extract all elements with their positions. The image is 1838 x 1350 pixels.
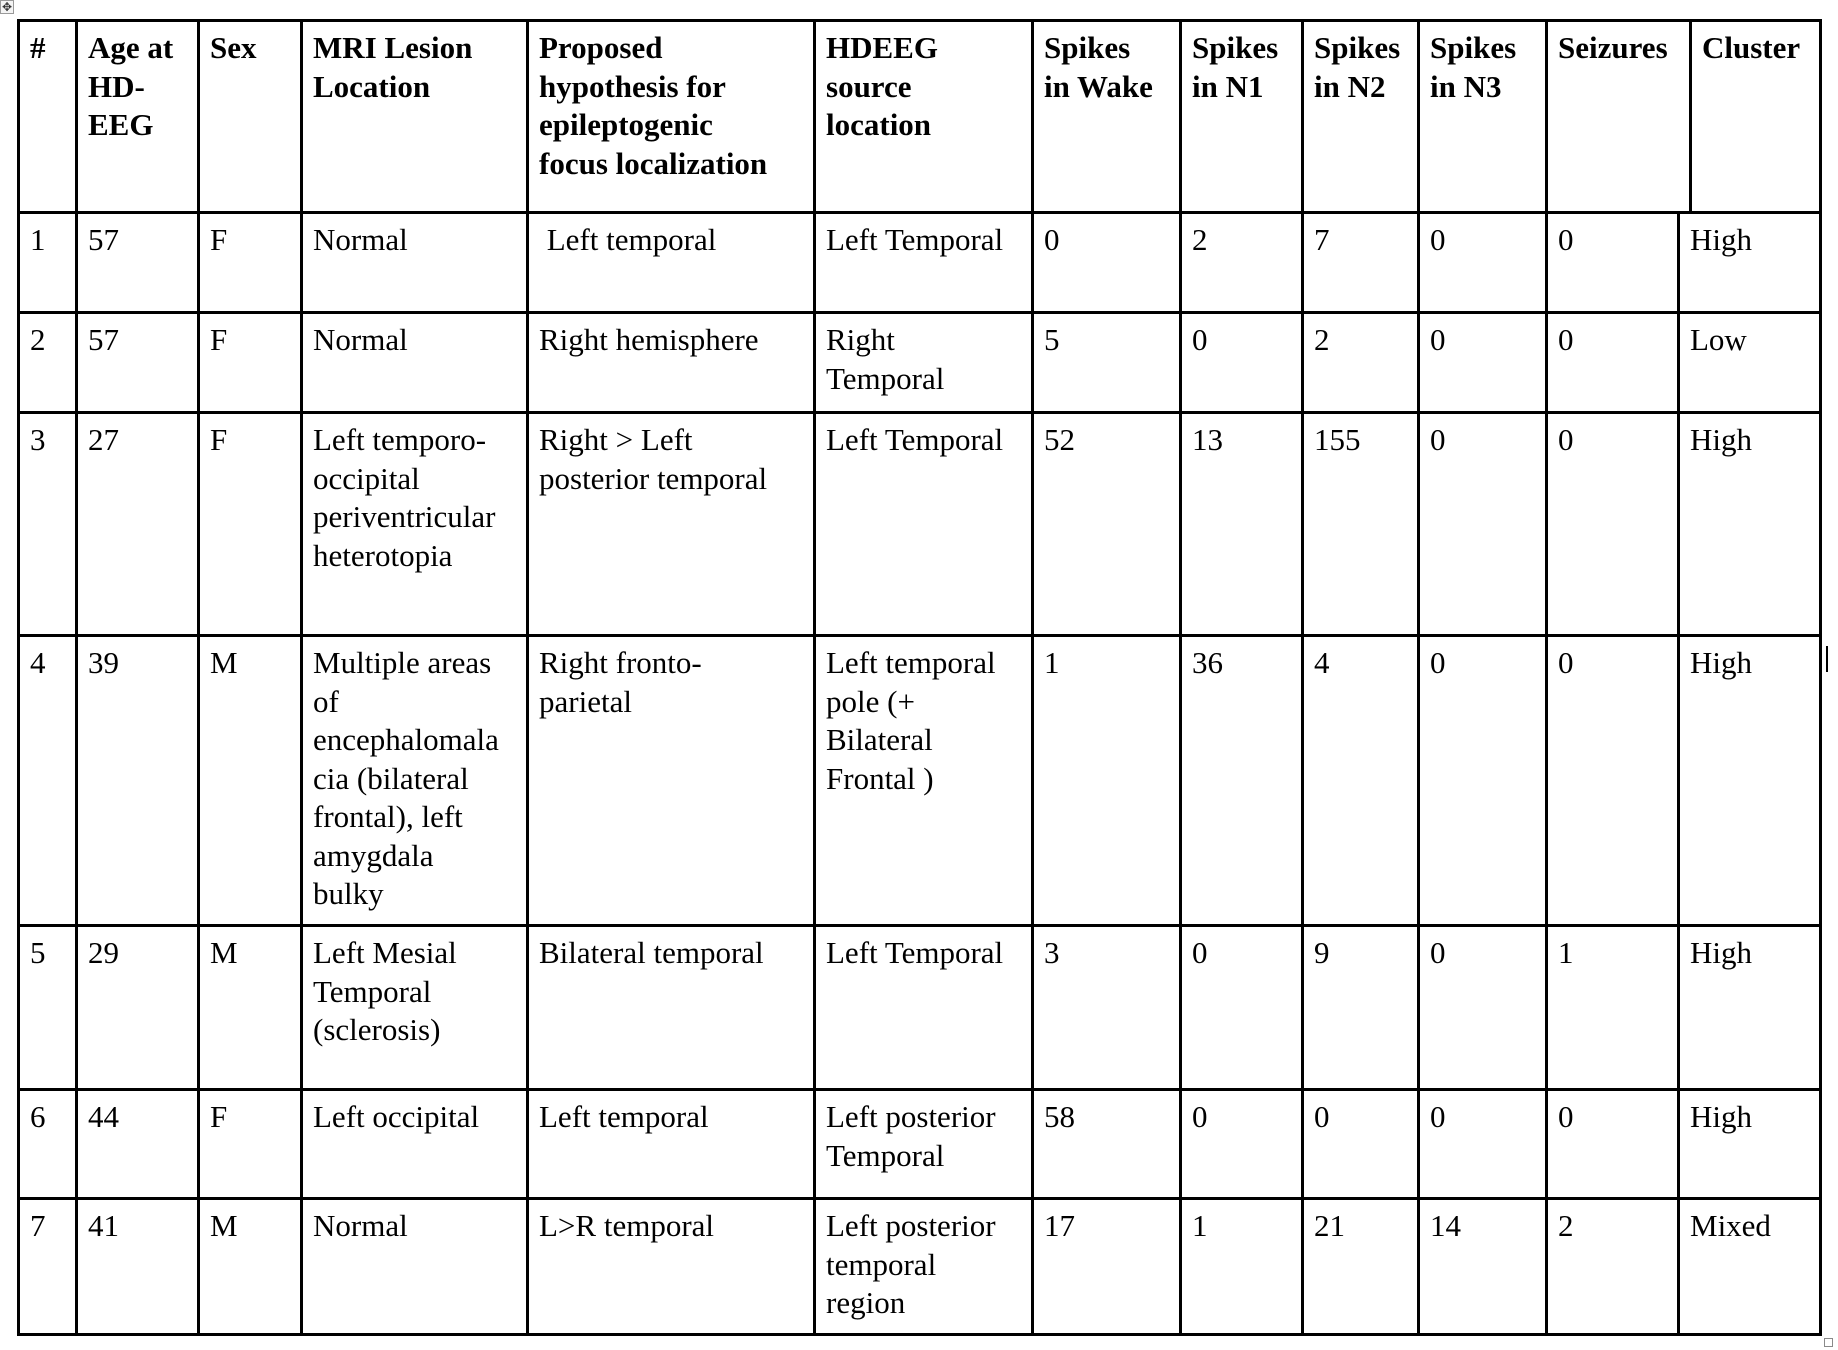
table-resize-handle-icon[interactable]	[1824, 1338, 1833, 1347]
cell-hdeeg-source	[813, 411, 1034, 634]
cell-proposed-hypothesis	[526, 634, 816, 924]
cell-text: 5	[1044, 322, 1060, 357]
cell-mri-lesion	[300, 924, 529, 1088]
cell-spikes-n2	[1301, 211, 1420, 311]
cell-spikes-n3	[1417, 311, 1548, 411]
table-row	[17, 634, 1822, 924]
cell-text: Left posterior	[826, 1099, 996, 1134]
row-divider	[17, 211, 1822, 214]
row-divider	[17, 1333, 1822, 1336]
cell-text: 0	[1430, 1099, 1446, 1134]
header-text: in Wake	[1044, 68, 1153, 104]
cell-spikes-n1	[1179, 411, 1304, 634]
cell-text: temporal	[826, 1246, 937, 1282]
cell-proposed-hypothesis	[526, 924, 816, 1088]
cell-text: 29	[88, 935, 119, 970]
cell-text: 0	[1192, 1099, 1208, 1134]
cell-text: High	[1690, 222, 1752, 257]
cell-spikes-wake	[1031, 311, 1182, 411]
cell-text: 3	[1044, 935, 1060, 970]
cell-text: occipital	[313, 460, 420, 496]
cell-cluster	[1677, 634, 1822, 924]
header-text: location	[826, 107, 932, 142]
cell-text: Multiple areas	[313, 645, 492, 680]
cell-hdeeg-source	[813, 1088, 1034, 1197]
cell-text: Left temporo-	[313, 422, 487, 457]
cell-text: 0	[1192, 322, 1208, 357]
cell-cluster	[1677, 211, 1822, 311]
cell-text: Mixed	[1690, 1208, 1771, 1243]
header-text: in N3	[1430, 68, 1502, 104]
cell-seizures	[1545, 1088, 1680, 1197]
cell-seizures	[1545, 311, 1680, 411]
cell-text: High	[1690, 935, 1752, 970]
cell-sex	[197, 924, 303, 1088]
header-text: Spikes	[1314, 30, 1401, 65]
cell-spikes-n1	[1179, 924, 1304, 1088]
header-cell-spikes-n1	[1179, 19, 1304, 211]
cell-mri-lesion	[300, 411, 529, 634]
row-divider	[17, 19, 1822, 22]
cell-text: 17	[1044, 1208, 1075, 1243]
cell-text: 0	[1044, 222, 1060, 257]
cell-text: Temporal	[826, 360, 945, 396]
cell-text: 2	[1192, 222, 1208, 257]
header-cell-cluster	[1689, 19, 1822, 211]
cell-text: Right fronto-	[539, 645, 702, 680]
header-text: Spikes	[1192, 30, 1279, 65]
text-cursor	[1826, 646, 1828, 672]
cell-sex	[197, 311, 303, 411]
table-row	[17, 924, 1822, 1088]
cell-text: 21	[1314, 1208, 1345, 1243]
cell-spikes-n1	[1179, 1197, 1304, 1336]
cell-text: 13	[1192, 422, 1223, 457]
cell-proposed-hypothesis	[526, 1088, 816, 1197]
table-row	[17, 211, 1822, 311]
cell-spikes-n2	[1301, 311, 1420, 411]
table-row	[17, 411, 1822, 634]
cell-spikes-n2	[1301, 411, 1420, 634]
cell-index	[17, 924, 78, 1088]
cell-text: 52	[1044, 422, 1075, 457]
cell-text: 57	[88, 222, 119, 257]
header-cell-spikes-n3	[1417, 19, 1548, 211]
header-cell-proposed-hypothesis	[526, 19, 816, 211]
cell-cluster	[1677, 1088, 1822, 1197]
cell-text: 0	[1430, 422, 1446, 457]
cell-spikes-n2	[1301, 1088, 1420, 1197]
cell-text: Left Temporal	[826, 222, 1004, 257]
cell-text: F	[210, 222, 228, 257]
cell-text: bulky	[313, 876, 384, 911]
cell-mri-lesion	[300, 211, 529, 311]
table-row	[17, 1088, 1822, 1197]
cell-age	[75, 311, 200, 411]
header-text: MRI Lesion	[313, 30, 473, 65]
cell-text: 44	[88, 1099, 119, 1134]
cell-text: Left posterior	[826, 1208, 996, 1243]
cell-proposed-hypothesis	[526, 411, 816, 634]
cell-text: Bilateral temporal	[539, 935, 764, 970]
cell-text: Normal	[313, 222, 408, 257]
cell-text: pole (+	[826, 683, 915, 719]
header-cell-hdeeg-source	[813, 19, 1034, 211]
cell-text: 0	[1430, 222, 1446, 257]
cell-text: Right	[826, 322, 895, 357]
cell-text: 0	[1430, 645, 1446, 680]
cell-text: cia (bilateral	[313, 760, 469, 796]
cell-cluster	[1677, 411, 1822, 634]
cell-spikes-n3	[1417, 924, 1548, 1088]
cell-age	[75, 634, 200, 924]
cell-text: F	[210, 422, 228, 457]
cell-text: parietal	[539, 683, 632, 719]
cell-seizures	[1545, 411, 1680, 634]
cell-text: of	[313, 683, 339, 719]
cell-text: 0	[1558, 422, 1574, 457]
cell-age	[75, 924, 200, 1088]
cell-age	[75, 1197, 200, 1336]
row-divider	[17, 411, 1822, 414]
cell-text: 6	[30, 1099, 46, 1134]
header-text: epileptogenic	[539, 107, 713, 142]
cell-text: 57	[88, 322, 119, 357]
cell-age	[75, 211, 200, 311]
cell-text: Left Temporal	[826, 422, 1004, 457]
cell-index	[17, 211, 78, 311]
cell-text: Right > Left	[539, 422, 693, 457]
cell-seizures	[1545, 924, 1680, 1088]
cell-text: 0	[1314, 1099, 1330, 1134]
cell-hdeeg-source	[813, 311, 1034, 411]
cell-mri-lesion	[300, 311, 529, 411]
cell-text: 41	[88, 1208, 119, 1243]
cell-seizures	[1545, 634, 1680, 924]
cell-spikes-n3	[1417, 634, 1548, 924]
cell-seizures	[1545, 1197, 1680, 1336]
cell-spikes-n2	[1301, 924, 1420, 1088]
cell-sex	[197, 411, 303, 634]
cell-text: 36	[1192, 645, 1223, 680]
cell-text: 0	[1558, 1099, 1574, 1134]
cell-text: frontal), left	[313, 799, 463, 834]
cell-sex	[197, 634, 303, 924]
header-cell-mri-lesion	[300, 19, 529, 211]
cell-text: Low	[1690, 322, 1747, 357]
cell-cluster	[1677, 311, 1822, 411]
cell-index	[17, 411, 78, 634]
cell-text: periventricular	[313, 499, 496, 534]
cell-text: heterotopia	[313, 537, 453, 573]
cell-spikes-n2	[1301, 634, 1420, 924]
header-text: Cluster	[1702, 30, 1801, 65]
cell-text: 1	[1558, 935, 1574, 970]
cell-spikes-wake	[1031, 1197, 1182, 1336]
cell-hdeeg-source	[813, 924, 1034, 1088]
cell-text: Right hemisphere	[539, 322, 759, 357]
header-cell-spikes-n2	[1301, 19, 1420, 211]
data-table	[17, 19, 1822, 1336]
header-text: Spikes	[1430, 30, 1517, 65]
cell-spikes-wake	[1031, 211, 1182, 311]
cell-text: 2	[30, 322, 46, 357]
cell-text: Left Mesial	[313, 935, 457, 970]
cell-text: M	[210, 645, 238, 680]
cell-text: region	[826, 1285, 906, 1320]
row-divider	[17, 634, 1822, 637]
cell-text: 1	[1192, 1208, 1208, 1243]
row-divider	[17, 1197, 1822, 1200]
cell-spikes-n3	[1417, 211, 1548, 311]
cell-text: 1	[30, 222, 46, 257]
cell-proposed-hypothesis	[526, 311, 816, 411]
header-text: #	[30, 30, 46, 65]
cell-text: Frontal )	[826, 760, 934, 796]
cell-text: 0	[1430, 935, 1446, 970]
header-cell-sex	[197, 19, 303, 211]
cell-mri-lesion	[300, 1088, 529, 1197]
cell-spikes-n1	[1179, 311, 1304, 411]
cell-seizures	[1545, 211, 1680, 311]
cell-text: Left occipital	[313, 1099, 480, 1134]
table-move-handle-icon[interactable]: ✥	[1, 0, 13, 14]
cell-text: (sclerosis)	[313, 1012, 441, 1047]
cell-text: 58	[1044, 1099, 1075, 1134]
cell-text: Left temporal	[539, 1099, 709, 1134]
cell-spikes-n3	[1417, 1088, 1548, 1197]
cell-text: 1	[1044, 645, 1060, 680]
row-divider	[17, 924, 1822, 927]
table-row	[17, 311, 1822, 411]
cell-text: 4	[30, 645, 46, 680]
cell-text: High	[1690, 422, 1752, 457]
cell-text: 4	[1314, 645, 1330, 680]
cell-text: High	[1690, 1099, 1752, 1134]
cell-text: M	[210, 935, 238, 970]
header-text: Location	[313, 68, 431, 104]
cell-spikes-wake	[1031, 924, 1182, 1088]
cell-hdeeg-source	[813, 211, 1034, 311]
cell-proposed-hypothesis	[526, 1197, 816, 1336]
cell-sex	[197, 1088, 303, 1197]
cell-sex	[197, 1197, 303, 1336]
header-text: Proposed	[539, 30, 663, 65]
cell-index	[17, 1197, 78, 1336]
cell-spikes-wake	[1031, 411, 1182, 634]
cell-text: 9	[1314, 935, 1330, 970]
cell-mri-lesion	[300, 634, 529, 924]
cell-hdeeg-source	[813, 634, 1034, 924]
header-text: Spikes	[1044, 30, 1131, 65]
cell-text: M	[210, 1208, 238, 1243]
cell-text: Bilateral	[826, 722, 933, 757]
cell-cluster	[1677, 1197, 1822, 1336]
cell-text: amygdala	[313, 837, 434, 873]
header-text: HDEEG	[826, 30, 938, 65]
cell-spikes-n2	[1301, 1197, 1420, 1336]
cell-text: Temporal	[313, 973, 432, 1009]
cell-text: Temporal	[826, 1137, 945, 1173]
cell-text: Left temporal	[539, 222, 717, 257]
header-cell-index	[17, 19, 78, 211]
cell-text: 3	[30, 422, 46, 457]
header-text: Sex	[210, 30, 257, 65]
cell-hdeeg-source	[813, 1197, 1034, 1336]
header-text: hypothesis for	[539, 68, 726, 104]
cell-index	[17, 634, 78, 924]
cell-text: 0	[1558, 645, 1574, 680]
header-text: source	[826, 68, 912, 104]
header-text: focus localization	[539, 145, 768, 181]
header-cell-spikes-wake	[1031, 19, 1182, 211]
cell-proposed-hypothesis	[526, 211, 816, 311]
table-header-row	[17, 19, 1822, 211]
header-text: in N1	[1192, 68, 1264, 104]
cell-text: Normal	[313, 322, 408, 357]
table-row	[17, 1197, 1822, 1336]
cell-text: 14	[1430, 1208, 1461, 1243]
cell-text: High	[1690, 645, 1752, 680]
header-text: Seizures	[1558, 30, 1668, 65]
cell-age	[75, 1088, 200, 1197]
cell-text: 0	[1192, 935, 1208, 970]
header-text: in N2	[1314, 68, 1386, 104]
cell-spikes-n1	[1179, 211, 1304, 311]
cell-spikes-wake	[1031, 1088, 1182, 1197]
cell-index	[17, 1088, 78, 1197]
cell-spikes-wake	[1031, 634, 1182, 924]
header-text: EEG	[88, 107, 154, 142]
cell-spikes-n3	[1417, 411, 1548, 634]
row-divider	[17, 311, 1822, 314]
cell-mri-lesion	[300, 1197, 529, 1336]
cell-text: 155	[1314, 422, 1361, 457]
cell-text: 7	[30, 1208, 46, 1243]
header-cell-age	[75, 19, 200, 211]
header-cell-seizures	[1545, 19, 1692, 211]
cell-cluster	[1677, 924, 1822, 1088]
cell-text: 0	[1558, 322, 1574, 357]
cell-text: 2	[1314, 322, 1330, 357]
cell-text: posterior temporal	[539, 460, 768, 496]
cell-text: 39	[88, 645, 119, 680]
cell-text: 0	[1430, 322, 1446, 357]
cell-text: 7	[1314, 222, 1330, 257]
cell-text: 0	[1558, 222, 1574, 257]
cell-text: Left temporal	[826, 645, 996, 680]
cell-text: F	[210, 322, 228, 357]
cell-text: L>R temporal	[539, 1208, 715, 1243]
cell-spikes-n1	[1179, 1088, 1304, 1197]
cell-spikes-n3	[1417, 1197, 1548, 1336]
cell-text: 27	[88, 422, 119, 457]
cell-index	[17, 311, 78, 411]
cell-text: Left Temporal	[826, 935, 1004, 970]
header-text: Age at	[88, 30, 174, 65]
cell-text: Normal	[313, 1208, 408, 1243]
cell-sex	[197, 211, 303, 311]
cell-text: 5	[30, 935, 46, 970]
cell-age	[75, 411, 200, 634]
cell-text: F	[210, 1099, 228, 1134]
header-text: HD-	[88, 68, 145, 104]
row-divider	[17, 1088, 1822, 1091]
cell-text: 2	[1558, 1208, 1574, 1243]
cell-spikes-n1	[1179, 634, 1304, 924]
cell-text: encephalomala	[313, 722, 499, 757]
